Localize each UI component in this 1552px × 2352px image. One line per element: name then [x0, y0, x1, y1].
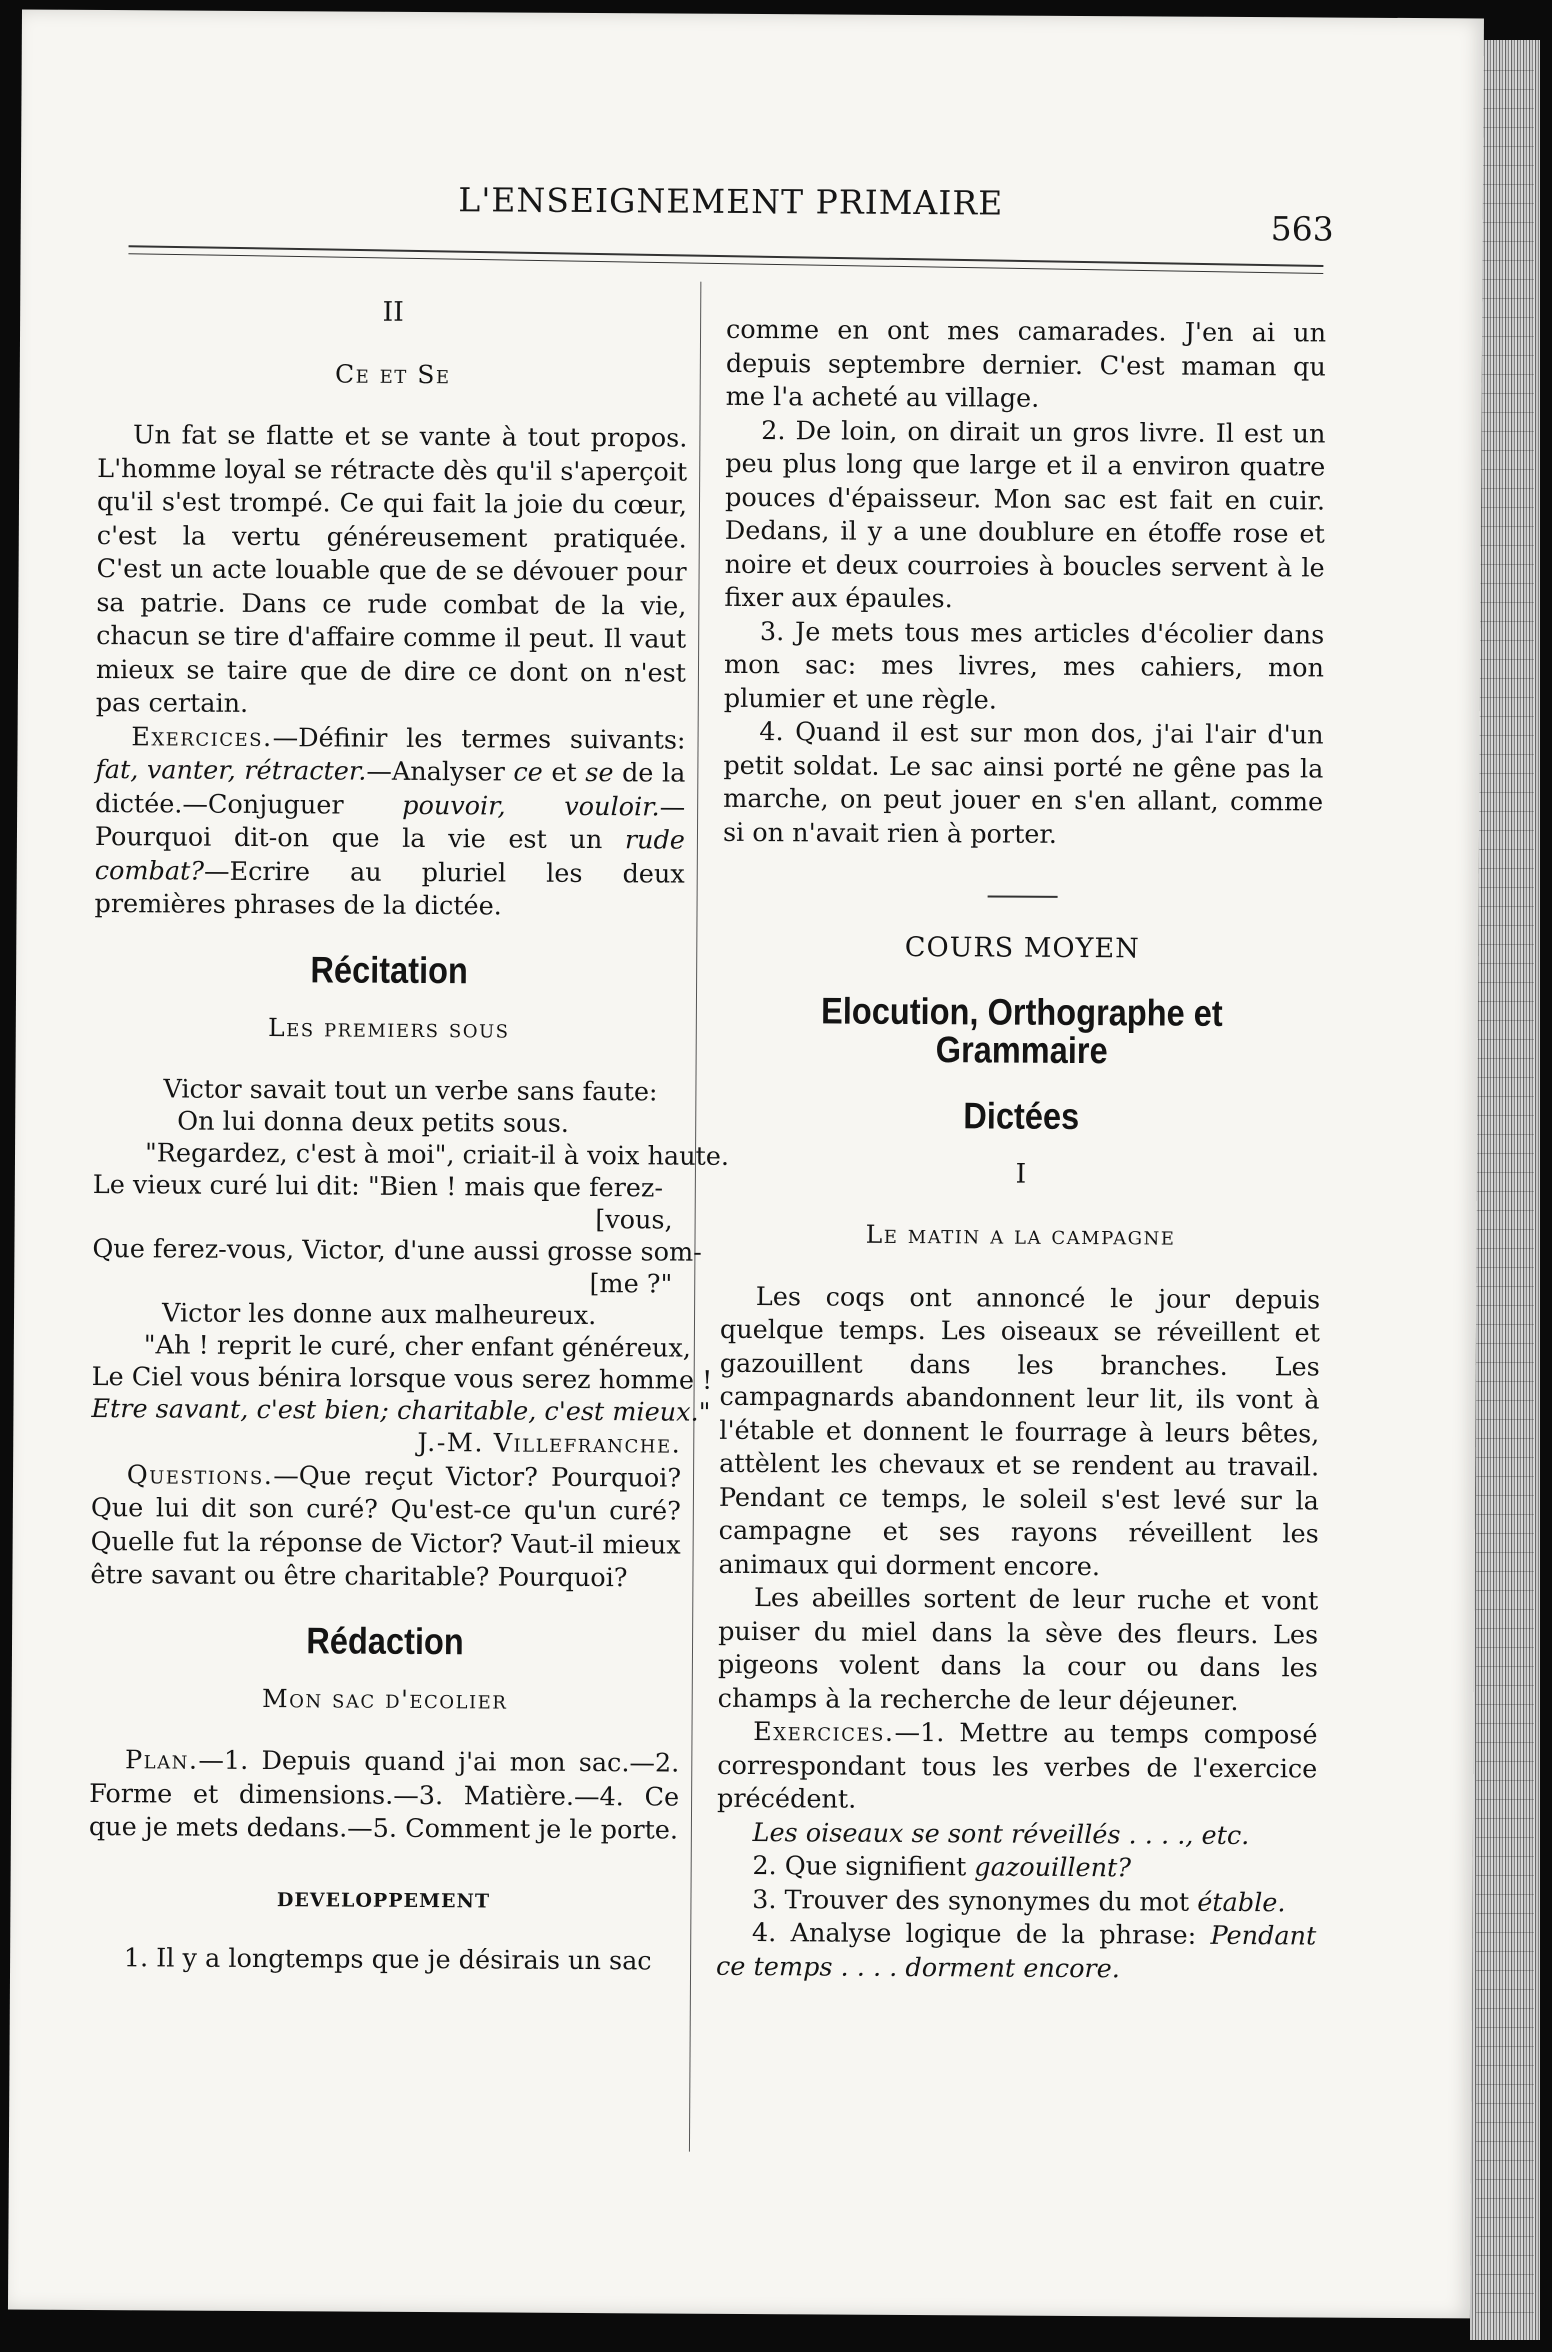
poem-line-italic: Etre savant, c'est bien; charitable, c'est mieux."	[91, 1393, 711, 1428]
right-column	[716, 314, 1326, 1988]
exercises-paragraph	[94, 720, 685, 925]
poem-line: "Ah ! reprit le curé, cher enfant généreux,	[143, 1330, 691, 1364]
column-divider	[689, 282, 701, 2152]
exercises-italic-4: pouvoir, vouloir.	[402, 790, 660, 822]
exercises-text-6: —Ecrire au pluriel les deux premières phrases de la dictée.	[94, 856, 685, 922]
exercise-2-text: 2. Que signifient	[752, 1851, 975, 1883]
developpement-paragraph-1: 1. Il y a longtemps que je désirais un sac	[123, 1943, 652, 1977]
poem-line: Victor les donne aux malheureux.	[161, 1298, 597, 1332]
poem-author: J.-M. Villefranche.	[417, 1427, 682, 1460]
exercise-example	[717, 1816, 1317, 1853]
exercise-4-text: 4. Analyse logique de la phrase:	[751, 1918, 1211, 1951]
exercise-4	[716, 1917, 1316, 1988]
poem-line-turnover: [vous,	[595, 1205, 673, 1236]
poem-line: "Regardez, c'est à moi", criait-il à voix haute.	[144, 1138, 730, 1172]
exercises-italic-5: rude combat?	[94, 825, 686, 887]
exercises-text-5: —Pourquoi dit-on que la vie est un	[94, 791, 686, 856]
header-rule	[128, 245, 1323, 274]
exercises-italic-1: fat, vanter, rétracter.	[95, 754, 367, 787]
developpement-paragraph-4: 4. Quand il est sur mon dos, j'ai l'air d'un petit soldat. Le sac ainsi porté ne gêne pas la marche, on peut jouer en s'en allant, comme si on n'avait rien à porter.	[722, 717, 1324, 850]
dictation-title-right: Le matin a la campagne	[865, 1219, 1176, 1251]
dictation-paragraph: Un fat se flatte et se vante à tout propos. L'homme loyal se rétracte dès qu'il s'aperçoit qu'il s'est trompé. Ce qui fait la joie du cœur, c'est la vertu généreusement pratiquée. C'est un acte louable que de se dévouer pour sa patrie. Dans ce rude combat de la vie, chacun se tire d'affaire comme il peut. Il vaut mieux se taire que de dire ce dont on n'est pas certain.	[95, 420, 688, 719]
poem-line: Le vieux curé lui dit: "Bien ! mais que ferez-	[92, 1169, 664, 1204]
exercises-text-3: et	[542, 757, 586, 788]
plan-label: Plan.	[124, 1745, 199, 1776]
poem-line: Victor savait tout un verbe sans faute:	[163, 1074, 658, 1108]
questions-label: Questions.	[126, 1459, 274, 1491]
exercises-italic-3: se	[585, 757, 614, 789]
dictees-heading: Dictées	[963, 1094, 1080, 1137]
recitation-heading: Récitation	[310, 948, 468, 991]
questions-paragraph	[90, 1458, 681, 1596]
dictation-paragraph-2: Les abeilles sortent de leur ruche et vont puiser du miel dans la sève des fleurs. Les pigeons volent dans la cour ou dans les champs à la recherche de leur déjeuner.	[717, 1583, 1319, 1717]
poem-line: Le Ciel vous bénira lorsque vous serez homme !	[91, 1361, 713, 1396]
running-title: L'ENSEIGNEMENT PRIMAIRE	[458, 180, 1004, 223]
section-number-ii: II	[382, 296, 404, 328]
book-fore-edge-texture	[1476, 60, 1534, 2320]
exercise-3	[716, 1883, 1316, 1920]
course-level-heading: COURS MOYEN	[904, 931, 1140, 965]
exercises-right	[717, 1716, 1318, 1820]
poem-line: On lui donna deux petits sous.	[177, 1106, 570, 1139]
exercise-2	[717, 1850, 1317, 1887]
developpement-heading: DEVELOPPEMENT	[276, 1888, 491, 1912]
left-column	[88, 290, 730, 1979]
exercises-right-label: Exercices.	[753, 1717, 895, 1748]
developpement-paragraph-2: 2. De loin, on dirait un gros livre. Il est un peu plus long que large et il a environ quatre pouces d'épaisseur. Mon sac est fait en cuir. Dedans, il y a une doublure en étoffe rose et noire et deux courroies à boucles servent à le fixer aux épaules.	[724, 415, 1326, 615]
exercises-text-2: —Analyser	[366, 756, 514, 788]
page-number: 563	[1270, 209, 1334, 249]
plan-paragraph	[89, 1744, 680, 1848]
questions-text: —Que reçut Victor? Pourquoi? Que lui dit son curé? Qu'est-ce qu'un curé? Quelle fut la réponse de Victor? Vaut-il mieux être savant ou être charitable? Pourquoi?	[90, 1460, 682, 1594]
exercises-right-text: —1. Mettre au temps composé correspondant tous les verbes de l'exercice précédent.	[717, 1717, 1318, 1815]
redaction-heading: Rédaction	[306, 1619, 464, 1662]
developpement-continuation: comme en ont mes camarades. J'en ai un depuis septembre dernier. C'est maman qu me l'a acheté au village.	[725, 314, 1327, 414]
section-number-i: I	[1015, 1158, 1027, 1190]
redaction-title: Mon sac d'ecolier	[261, 1683, 508, 1715]
exercise-3-italic: étable.	[1197, 1887, 1286, 1918]
dictation-title: Ce et Se	[334, 358, 451, 389]
exercises-text-4: de la dictée.—Conjuguer	[95, 758, 686, 821]
poem-line: Que ferez-vous, Victor, d'une aussi grosse som-	[92, 1233, 702, 1268]
exercises-label: Exercices.	[131, 721, 273, 753]
dictation-paragraph-1: Les coqs ont annoncé le jour depuis quelque temps. Les oiseaux se réveillent et gazouillent dans les branches. Les campagnards abandonnent leur lit, ils vont à l'étable et donnent le fourrage à leurs bêtes, attèlent les chevaux et se rendent au travail. Pendant ce temps, le soleil s'est levé sur la campagne et ses rayons réveillent les animaux qui dorment encore.	[718, 1281, 1321, 1582]
recitation-title: Les premiers sous	[267, 1012, 510, 1044]
poem-line-turnover: [me ?"	[589, 1269, 673, 1300]
exercise-4-italic: Pendant ce temps . . . . dorment encore.	[715, 1920, 1317, 1984]
exercise-3-text: 3. Trouver des synonymes du mot	[752, 1884, 1198, 1918]
exercise-2-italic: gazouillent?	[974, 1852, 1132, 1884]
exercises-text-1: —Définir les termes suivants:	[272, 722, 686, 756]
poem-line	[91, 1393, 711, 1429]
elocution-heading: Elocution, Orthographe et Grammaire	[820, 989, 1223, 1071]
poem	[91, 1073, 730, 1429]
exercise-example-italic: Les oiseaux se sont réveillés . . . ., etc.	[752, 1817, 1250, 1851]
developpement-paragraph-3: 3. Je mets tous mes articles d'écolier dans mon sac: mes livres, mes cahiers, mon plumier et une règle.	[723, 616, 1325, 716]
section-separator	[988, 895, 1058, 897]
plan-text: —1. Depuis quand j'ai mon sac.—2. Forme et dimensions.—3. Matière.—4. Ce que je mets dedans.—5. Comment je le porte.	[88, 1745, 680, 1846]
exercises-italic-2: ce	[513, 757, 543, 788]
page-sheet	[8, 10, 1484, 2319]
